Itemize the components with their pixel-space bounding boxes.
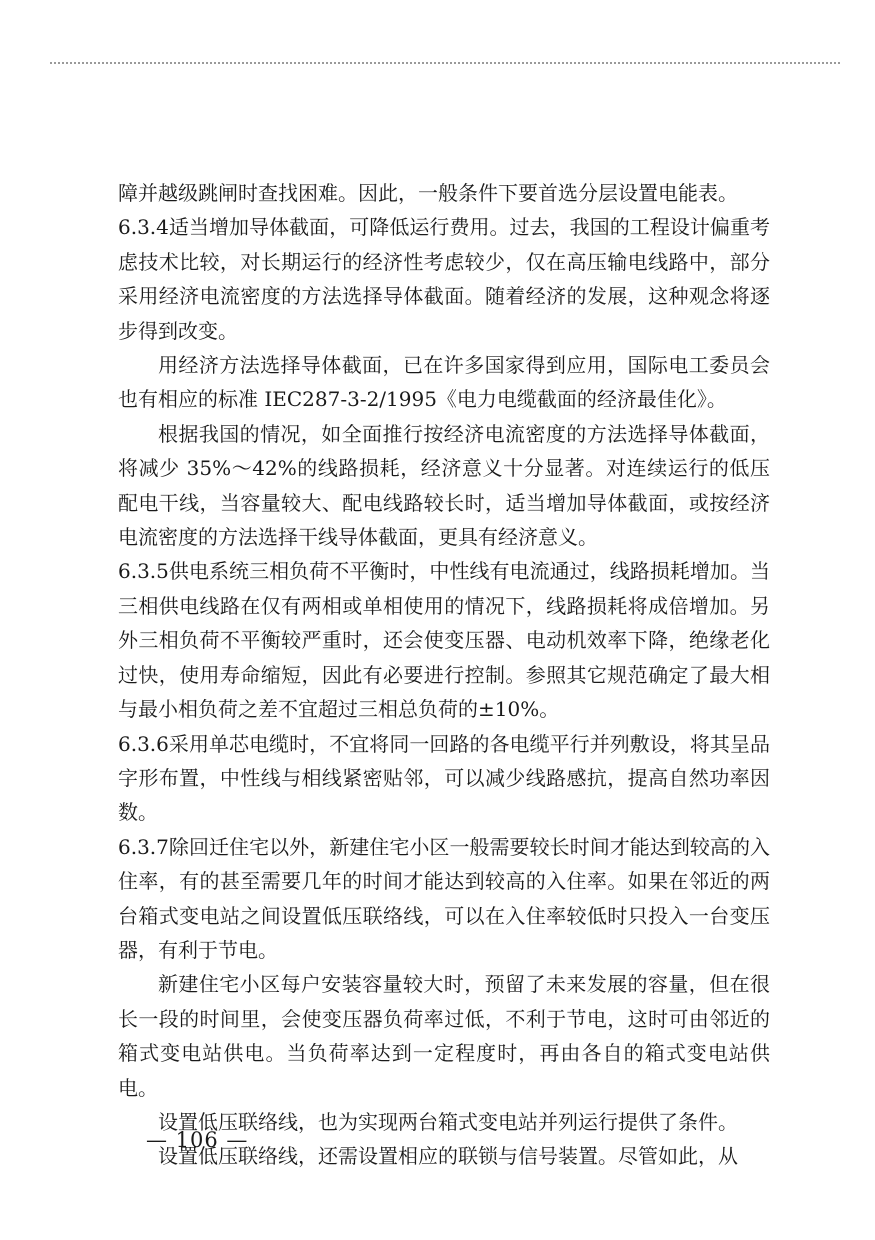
section-number: 6.3.4	[118, 215, 169, 240]
page-body	[118, 176, 770, 1174]
section-number: 6.3.7	[118, 834, 169, 859]
paragraph-continuation	[118, 176, 770, 210]
paragraph-loss-reduction	[118, 417, 770, 555]
paragraph-text: 新建住宅小区每户安装容量较大时，预留了未来发展的容量，但在很长一段的时间里，会使变压器负荷率过低，不利于节电，这时可由邻近的箱式变电站供电。当负荷率达到一定程度时，再由各自的箱式变电站供电。	[118, 972, 770, 1100]
paragraph-text: 适当增加导体截面，可降低运行费用。过去，我国的工程设计偏重考虑技术比较，对长期运行的经济性考虑较少，仅在高压输电线路中，部分采用经济电流密度的方法选择导体截面。随着经济的发展，这种观念将逐步得到改变。	[118, 215, 770, 343]
scan-top-edge	[50, 62, 840, 64]
paragraph-text: 设置低压联络线，也为实现两台箱式变电站并列运行提供了条件。	[158, 1109, 738, 1134]
section-number: 6.3.5	[118, 559, 169, 584]
paragraph-6-3-7	[118, 830, 770, 968]
paragraph-iec-standard	[118, 348, 770, 417]
paragraph-text: 障并越级跳闸时查找困难。因此，一般条件下要首选分层设置电能表。	[118, 181, 738, 205]
paragraph-text: 供电系统三相负荷不平衡时，中性线有电流通过，线路损耗增加。当三相供电线路在仅有两相或单相使用的情况下，线路损耗将成倍增加。另外三相负荷不平衡较严重时，还会使变压器、电动机效率下降，绝缘老化过快，使用寿命缩短，因此有必要进行控制。参照其它规范确定了最大相与最小相负荷之差不宜超过三相总负荷的±10%。	[118, 559, 770, 722]
paragraph-6-3-4	[118, 210, 770, 348]
paragraph-6-3-6	[118, 727, 770, 830]
page-number: — 106 —	[146, 1128, 249, 1152]
section-number: 6.3.6	[118, 731, 169, 756]
paragraph-text: 根据我国的情况，如全面推行按经济电流密度的方法选择导体截面，将减少 35%～42%的线路损耗，经济意义十分显著。对连续运行的低压配电干线，当容量较大、配电线路较长时，适当增加导体截面，或按经济电流密度的方法选择干线导体截面，更具有经济意义。	[118, 421, 770, 550]
paragraph-text: 采用单芯电缆时，不宜将同一回路的各电缆平行并列敷设，将其呈品字形布置，中性线与相线紧密贴邻，可以减少线路感抗，提高自然功率因数。	[118, 731, 770, 825]
paragraph-text: 用经济方法选择导体截面，已在许多国家得到应用，国际电工委员会也有相应的标准 IEC287-3-2/1995《电力电缆截面的经济最佳化》。	[118, 353, 770, 412]
paragraph-6-3-5	[118, 554, 770, 726]
paragraph-text: 设置低压联络线，还需设置相应的联锁与信号装置。尽管如此，从	[158, 1144, 738, 1169]
paragraph-text: 除回迁住宅以外，新建住宅小区一般需要较长时间才能达到较高的入住率，有的甚至需要几年的时间才能达到较高的入住率。如果在邻近的两台箱式变电站之间设置低压联络线，可以在入住率较低时只投入一台变压器，有利于节电。	[118, 834, 770, 962]
paragraph-capacity	[118, 967, 770, 1105]
